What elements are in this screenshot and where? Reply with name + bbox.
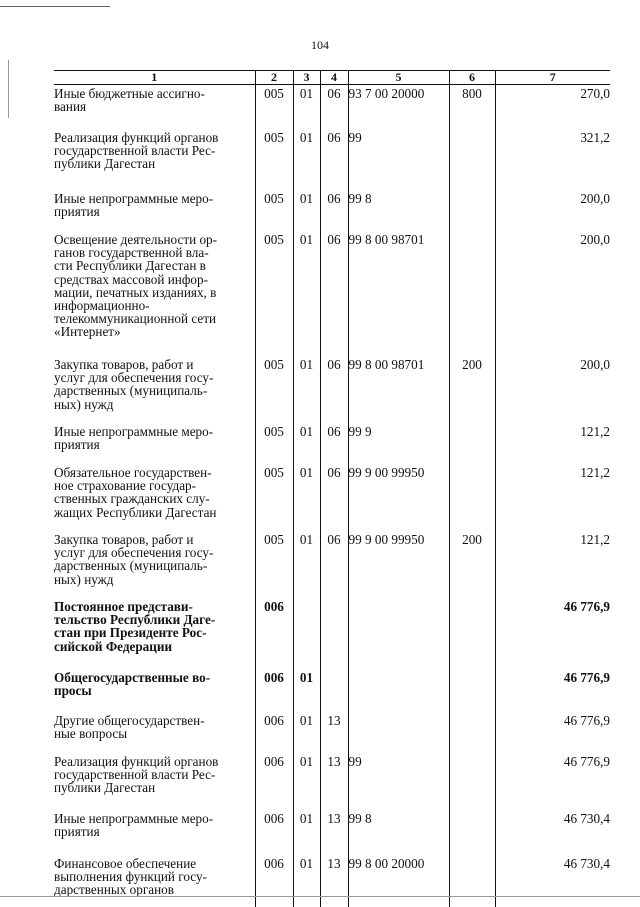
target-item-code: 99 8 00 98701 <box>349 358 449 371</box>
chapter-code: 006 <box>256 857 293 870</box>
section-code: 01 <box>294 714 320 727</box>
target-item-code: 99 9 <box>349 425 449 438</box>
row-name-cell <box>54 852 255 907</box>
subsection-code: 06 <box>321 233 348 246</box>
subsection-code: 13 <box>321 755 348 768</box>
col-header-5: 5 <box>348 71 449 85</box>
section-code: 01 <box>294 131 320 144</box>
expense-type-code-cell <box>449 666 495 709</box>
expense-type-code-cell <box>449 353 495 420</box>
row-name-cell <box>54 528 255 595</box>
row-name: Иные бюджетные ассигно- вания <box>54 87 255 113</box>
expense-type-code-cell <box>449 709 495 750</box>
section-code: 01 <box>294 466 320 479</box>
subsection-code: 06 <box>321 425 348 438</box>
subsection-code-cell <box>320 187 348 228</box>
subsection-code-cell <box>320 461 348 528</box>
expense-type-code-cell <box>449 126 495 187</box>
section-code: 01 <box>294 358 320 371</box>
chapter-code-cell <box>255 420 293 461</box>
subsection-code-cell <box>320 750 348 807</box>
subsection-code-cell <box>320 807 348 852</box>
target-item-code-cell <box>348 852 449 907</box>
expense-type-code-cell <box>449 595 495 666</box>
row-name: Другие общегосударствен- ные вопросы <box>54 714 255 740</box>
col-header-1: 1 <box>54 71 255 85</box>
subsection-code: 06 <box>321 533 348 546</box>
amount-cell <box>495 85 610 127</box>
expense-type-code-cell <box>449 461 495 528</box>
expense-type-code-cell <box>449 807 495 852</box>
row-name-cell <box>54 126 255 187</box>
row-name-cell <box>54 709 255 750</box>
expense-type-code-cell <box>449 420 495 461</box>
chapter-code-cell <box>255 750 293 807</box>
subsection-code-cell <box>320 852 348 907</box>
amount: 46 730,4 <box>496 812 611 825</box>
bottom-rule <box>0 896 640 897</box>
row-name-cell <box>54 666 255 709</box>
section-code-cell <box>293 807 320 852</box>
amount-cell <box>495 852 610 907</box>
chapter-code: 005 <box>256 192 293 205</box>
target-item-code: 99 9 00 99950 <box>349 466 449 479</box>
table-row <box>54 852 610 907</box>
col-header-6: 6 <box>449 71 495 85</box>
section-code-cell <box>293 528 320 595</box>
chapter-code-cell <box>255 666 293 709</box>
target-item-code-cell <box>348 461 449 528</box>
row-name: Иные непрограммные меро- приятия <box>54 812 255 838</box>
expense-type-code: 200 <box>450 533 495 546</box>
table-row <box>54 807 610 852</box>
table-row <box>54 85 610 127</box>
table-row <box>54 528 610 595</box>
amount: 270,0 <box>496 87 611 100</box>
amount: 200,0 <box>496 233 611 246</box>
amount-cell <box>495 528 610 595</box>
expense-type-code-cell <box>449 187 495 228</box>
expense-type-code: 200 <box>450 358 495 371</box>
amount: 46 776,9 <box>496 671 611 684</box>
amount: 121,2 <box>496 425 611 438</box>
subsection-code-cell <box>320 528 348 595</box>
table-body <box>54 85 610 907</box>
amount: 121,2 <box>496 533 611 546</box>
section-code: 01 <box>294 671 320 684</box>
table-row <box>54 666 610 709</box>
row-name: Обязательное государствен- ное страхование государ- ственных гражданских слу- жащих Республики Дагестан <box>54 466 255 519</box>
expense-type-code-cell <box>449 85 495 127</box>
target-item-code-cell <box>348 187 449 228</box>
target-item-code: 99 8 00 20000 <box>349 857 449 870</box>
row-name: Реализация функций органов государственной власти Рес- публики Дагестан <box>54 755 255 795</box>
amount: 46 776,9 <box>496 755 611 768</box>
section-code: 01 <box>294 812 320 825</box>
amount-cell <box>495 709 610 750</box>
target-item-code-cell <box>348 666 449 709</box>
col-header-4: 4 <box>320 71 348 85</box>
chapter-code: 006 <box>256 714 293 727</box>
target-item-code: 99 8 <box>349 192 449 205</box>
section-code-cell <box>293 750 320 807</box>
table-row <box>54 595 610 666</box>
expense-type-code-cell <box>449 750 495 807</box>
chapter-code: 006 <box>256 671 293 684</box>
subsection-code-cell <box>320 666 348 709</box>
chapter-code-cell <box>255 126 293 187</box>
amount-cell <box>495 595 610 666</box>
amount-cell <box>495 228 610 353</box>
row-name-cell <box>54 187 255 228</box>
col-header-2: 2 <box>255 71 293 85</box>
section-code: 01 <box>294 192 320 205</box>
target-item-code-cell <box>348 126 449 187</box>
chapter-code: 006 <box>256 755 293 768</box>
chapter-code: 005 <box>256 358 293 371</box>
target-item-code: 99 8 00 98701 <box>349 233 449 246</box>
subsection-code-cell <box>320 709 348 750</box>
table-row <box>54 126 610 187</box>
table-row <box>54 353 610 420</box>
section-code-cell <box>293 461 320 528</box>
subsection-code-cell <box>320 228 348 353</box>
target-item-code-cell <box>348 709 449 750</box>
section-code-cell <box>293 420 320 461</box>
chapter-code: 005 <box>256 533 293 546</box>
amount-cell <box>495 353 610 420</box>
subsection-code: 06 <box>321 192 348 205</box>
target-item-code-cell <box>348 85 449 127</box>
amount-cell <box>495 187 610 228</box>
subsection-code-cell <box>320 85 348 127</box>
section-code: 01 <box>294 755 320 768</box>
section-code-cell <box>293 126 320 187</box>
expense-type-code: 800 <box>450 87 495 100</box>
row-name-cell <box>54 420 255 461</box>
chapter-code: 005 <box>256 131 293 144</box>
target-item-code-cell <box>348 420 449 461</box>
row-name: Закупка товаров, работ и услуг для обеспечения госу- дарственных (муниципаль- ных) нужд <box>54 358 255 411</box>
target-item-code-cell <box>348 750 449 807</box>
section-code-cell <box>293 85 320 127</box>
subsection-code: 13 <box>321 857 348 870</box>
table-row <box>54 420 610 461</box>
table-row <box>54 750 610 807</box>
chapter-code: 005 <box>256 233 293 246</box>
subsection-code: 06 <box>321 466 348 479</box>
section-code: 01 <box>294 857 320 870</box>
section-code: 01 <box>294 233 320 246</box>
expense-type-code-cell <box>449 228 495 353</box>
chapter-code-cell <box>255 228 293 353</box>
subsection-code-cell <box>320 595 348 666</box>
section-code-cell <box>293 228 320 353</box>
chapter-code: 005 <box>256 425 293 438</box>
amount: 200,0 <box>496 358 611 371</box>
subsection-code: 13 <box>321 812 348 825</box>
amount: 121,2 <box>496 466 611 479</box>
section-code-cell <box>293 709 320 750</box>
amount-cell <box>495 126 610 187</box>
amount: 46 730,4 <box>496 857 611 870</box>
table-row <box>54 187 610 228</box>
amount-cell <box>495 750 610 807</box>
section-code-cell <box>293 852 320 907</box>
chapter-code-cell <box>255 709 293 750</box>
row-name-cell <box>54 807 255 852</box>
row-name: Иные непрограммные меро- приятия <box>54 192 255 218</box>
expense-type-code-cell <box>449 852 495 907</box>
col-header-7: 7 <box>495 71 610 85</box>
subsection-code-cell <box>320 353 348 420</box>
chapter-code-cell <box>255 85 293 127</box>
amount: 321,2 <box>496 131 611 144</box>
section-code-cell <box>293 595 320 666</box>
row-name-cell <box>54 228 255 353</box>
row-name-cell <box>54 595 255 666</box>
subsection-code: 06 <box>321 131 348 144</box>
row-name-cell <box>54 85 255 127</box>
target-item-code-cell <box>348 807 449 852</box>
section-code-cell <box>293 187 320 228</box>
target-item-code: 99 <box>349 755 449 768</box>
subsection-code-cell <box>320 420 348 461</box>
row-name: Постоянное представи- тельство Республики Даге- стан при Президенте Рос- сийской Федерации <box>54 600 255 653</box>
row-name-cell <box>54 461 255 528</box>
target-item-code-cell <box>348 595 449 666</box>
row-name: Реализация функций органов государственной власти Рес- публики Дагестан <box>54 131 255 171</box>
row-name: Финансовое обеспечение выполнения функций госу- дарственных органов <box>54 857 255 897</box>
section-code: 01 <box>294 533 320 546</box>
section-code: 01 <box>294 425 320 438</box>
amount-cell <box>495 666 610 709</box>
chapter-code-cell <box>255 353 293 420</box>
subsection-code: 06 <box>321 358 348 371</box>
target-item-code: 93 7 00 20000 <box>349 87 449 100</box>
table-row <box>54 228 610 353</box>
budget-table <box>54 70 610 907</box>
chapter-code: 005 <box>256 87 293 100</box>
amount-cell <box>495 420 610 461</box>
subsection-code: 06 <box>321 87 348 100</box>
table-row <box>54 461 610 528</box>
section-code: 01 <box>294 87 320 100</box>
chapter-code: 006 <box>256 600 293 613</box>
row-name-cell <box>54 353 255 420</box>
chapter-code-cell <box>255 461 293 528</box>
table-row <box>54 709 610 750</box>
amount: 46 776,9 <box>496 600 611 613</box>
row-name: Освещение деятельности ор- ганов государственной вла- сти Республики Дагестан в средствах массовой инфор- мации, печатных изданиях, в информационно- телекоммуникационной сети «Интернет» <box>54 233 255 339</box>
chapter-code-cell <box>255 595 293 666</box>
chapter-code-cell <box>255 187 293 228</box>
col-header-3: 3 <box>293 71 320 85</box>
chapter-code: 005 <box>256 466 293 479</box>
target-item-code-cell <box>348 228 449 353</box>
chapter-code-cell <box>255 807 293 852</box>
row-name: Закупка товаров, работ и услуг для обеспечения госу- дарственных (муниципаль- ных) нужд <box>54 533 255 586</box>
page-number: 104 <box>0 38 640 53</box>
row-name-cell <box>54 750 255 807</box>
amount: 200,0 <box>496 192 611 205</box>
row-name: Иные непрограммные меро- приятия <box>54 425 255 451</box>
row-name: Общегосударственные во- просы <box>54 671 255 697</box>
chapter-code-cell <box>255 852 293 907</box>
expense-type-code-cell <box>449 528 495 595</box>
target-item-code-cell <box>348 353 449 420</box>
subsection-code: 13 <box>321 714 348 727</box>
amount: 46 776,9 <box>496 714 611 727</box>
target-item-code: 99 <box>349 131 449 144</box>
chapter-code-cell <box>255 528 293 595</box>
section-code-cell <box>293 666 320 709</box>
amount-cell <box>495 461 610 528</box>
target-item-code: 99 9 00 99950 <box>349 533 449 546</box>
amount-cell <box>495 807 610 852</box>
chapter-code: 006 <box>256 812 293 825</box>
subsection-code-cell <box>320 126 348 187</box>
section-code-cell <box>293 353 320 420</box>
margin-mark <box>8 60 9 118</box>
target-item-code: 99 8 <box>349 812 449 825</box>
target-item-code-cell <box>348 528 449 595</box>
top-rule <box>0 6 110 7</box>
header-row <box>54 71 610 85</box>
